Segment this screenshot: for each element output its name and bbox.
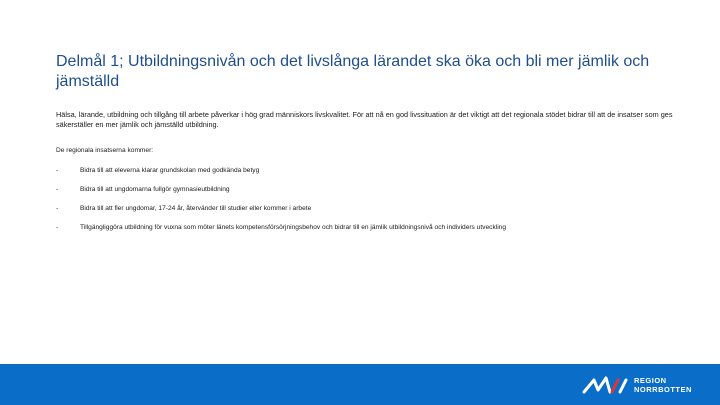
bullet-dash: - [56,205,59,212]
list-item [56,166,696,185]
bullet-text: Tillgängliggöra utbildning för vuxna som möter länets kompetensförsörjningsbehov och bidrar till en jämlik utbildningsnivå och individers utveckling [80,224,507,231]
slide-title: Delmål 1; Utbildningsnivån och det livslånga lärandet ska öka och bli mer jämlik och jämställd [56,53,650,90]
bullet-dash: - [56,224,59,231]
list-item [56,204,696,223]
region-logo [582,370,712,400]
logo-text-norrbotten: NORRBOTTEN [634,385,692,394]
bullet-dash: - [56,186,59,193]
list-item [56,185,696,204]
list-item [56,223,696,242]
bullet-dash: - [56,167,59,174]
region-norrbotten-logo-icon [582,370,632,400]
bullet-text: Bidra till att ungdomarna fullgör gymnasieutbildning [80,186,230,193]
bullet-list [56,166,696,242]
bullet-text: Bidra till att eleverna klarar grundskolan med godkända betyg [80,167,260,174]
lead-text: De regionala insatserna kommer: [56,147,154,154]
bullet-text: Bidra till att fler ungdomar, 17-24 år, återvänder till studier eller kommer i arbete [80,205,312,212]
logo-text-region: REGION [634,376,667,385]
intro-paragraph: Hälsa, lärande, utbildning och tillgång till arbete påverkar i hög grad människors livskvalitet. För att nå en god livssituation är det viktigt att det regionala stödet bidrar till att de insatser som ges säkerställer en mer jämlik och jämställd utbildning. [56,110,673,129]
